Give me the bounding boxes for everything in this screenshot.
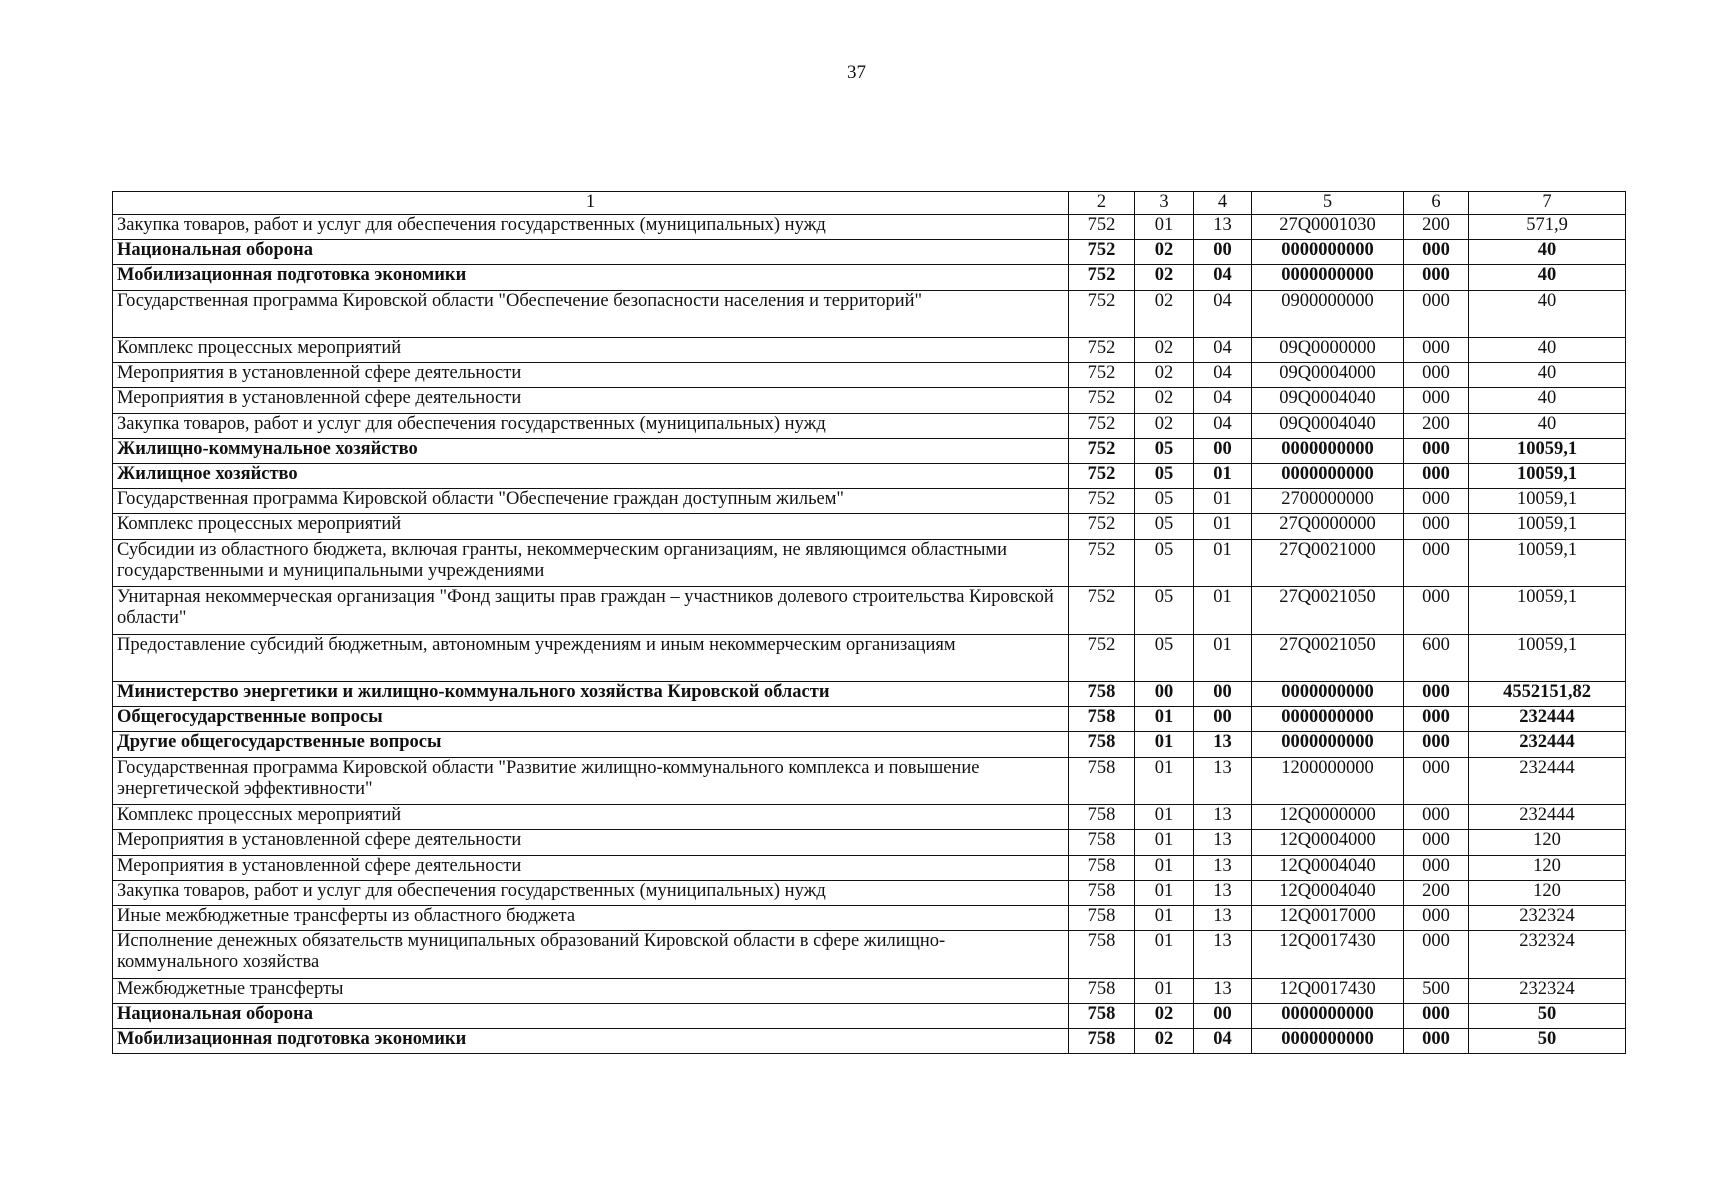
row-section: 01 <box>1135 707 1194 732</box>
header-col-7: 7 <box>1469 192 1626 215</box>
row-expense-type: 000 <box>1404 464 1469 489</box>
row-expense-type: 000 <box>1404 539 1469 587</box>
row-admin-code: 758 <box>1069 880 1135 905</box>
row-admin-code: 758 <box>1069 707 1135 732</box>
row-admin-code: 752 <box>1069 464 1135 489</box>
row-expense-type: 000 <box>1404 905 1469 930</box>
row-amount: 40 <box>1469 338 1626 363</box>
table-body <box>113 215 1626 1054</box>
row-amount: 232324 <box>1469 931 1626 979</box>
row-section: 02 <box>1135 388 1194 413</box>
row-section: 02 <box>1135 290 1194 338</box>
row-subsection: 01 <box>1194 489 1252 514</box>
row-admin-code: 752 <box>1069 240 1135 265</box>
row-amount: 232444 <box>1469 805 1626 830</box>
table-row <box>113 464 1626 489</box>
row-expense-type: 000 <box>1404 338 1469 363</box>
row-expense-type: 200 <box>1404 880 1469 905</box>
row-section: 05 <box>1135 489 1194 514</box>
row-name: Иные межбюджетные трансферты из областного бюджета <box>113 905 1069 930</box>
row-amount: 120 <box>1469 830 1626 855</box>
table-row <box>113 1003 1626 1028</box>
row-subsection: 00 <box>1194 240 1252 265</box>
row-expense-type: 000 <box>1404 363 1469 388</box>
row-expense-type: 000 <box>1404 1003 1469 1028</box>
table-row <box>113 290 1626 338</box>
row-target-code: 12Q0017430 <box>1252 978 1404 1003</box>
page-number: 37 <box>847 62 866 83</box>
row-expense-type: 000 <box>1404 830 1469 855</box>
row-admin-code: 758 <box>1069 931 1135 979</box>
row-name: Национальная оборона <box>113 1003 1069 1028</box>
row-admin-code: 758 <box>1069 905 1135 930</box>
row-admin-code: 752 <box>1069 539 1135 587</box>
row-name: Мероприятия в установленной сфере деятельности <box>113 830 1069 855</box>
row-section: 02 <box>1135 240 1194 265</box>
header-col-1: 1 <box>113 192 1069 215</box>
row-target-code: 0000000000 <box>1252 265 1404 290</box>
row-expense-type: 000 <box>1404 240 1469 265</box>
row-amount: 120 <box>1469 880 1626 905</box>
row-target-code: 0000000000 <box>1252 240 1404 265</box>
row-section: 01 <box>1135 757 1194 805</box>
row-name: Жилищно-коммунальное хозяйство <box>113 438 1069 463</box>
row-target-code: 09Q0004040 <box>1252 413 1404 438</box>
row-amount: 10059,1 <box>1469 514 1626 539</box>
row-admin-code: 752 <box>1069 634 1135 682</box>
table-row <box>113 265 1626 290</box>
row-target-code: 27Q0001030 <box>1252 215 1404 240</box>
row-expense-type: 000 <box>1404 265 1469 290</box>
table-row <box>113 1028 1626 1053</box>
row-target-code: 1200000000 <box>1252 757 1404 805</box>
row-section: 01 <box>1135 905 1194 930</box>
table-row <box>113 805 1626 830</box>
row-name: Комплекс процессных мероприятий <box>113 514 1069 539</box>
table-row <box>113 880 1626 905</box>
row-admin-code: 752 <box>1069 587 1135 635</box>
row-target-code: 0000000000 <box>1252 732 1404 757</box>
row-section: 02 <box>1135 265 1194 290</box>
row-subsection: 04 <box>1194 413 1252 438</box>
row-expense-type: 000 <box>1404 682 1469 707</box>
row-subsection: 00 <box>1194 707 1252 732</box>
row-section: 02 <box>1135 363 1194 388</box>
row-admin-code: 752 <box>1069 265 1135 290</box>
row-subsection: 13 <box>1194 855 1252 880</box>
row-admin-code: 758 <box>1069 732 1135 757</box>
row-name: Комплекс процессных мероприятий <box>113 338 1069 363</box>
row-name: Субсидии из областного бюджета, включая гранты, некоммерческим организациям, не являющимся областными государственными и муниципальными учреждениями <box>113 539 1069 587</box>
row-target-code: 0000000000 <box>1252 707 1404 732</box>
table-row <box>113 830 1626 855</box>
row-subsection: 01 <box>1194 464 1252 489</box>
row-section: 05 <box>1135 438 1194 463</box>
row-expense-type: 000 <box>1404 290 1469 338</box>
row-section: 01 <box>1135 855 1194 880</box>
table-row <box>113 587 1626 635</box>
row-section: 05 <box>1135 634 1194 682</box>
row-amount: 40 <box>1469 265 1626 290</box>
header-row <box>113 192 1626 215</box>
row-subsection: 01 <box>1194 539 1252 587</box>
row-amount: 232444 <box>1469 707 1626 732</box>
row-name: Жилищное хозяйство <box>113 464 1069 489</box>
row-admin-code: 752 <box>1069 338 1135 363</box>
table-row <box>113 855 1626 880</box>
row-target-code: 0000000000 <box>1252 438 1404 463</box>
row-subsection: 13 <box>1194 978 1252 1003</box>
row-subsection: 13 <box>1194 757 1252 805</box>
row-admin-code: 758 <box>1069 1003 1135 1028</box>
row-amount: 40 <box>1469 363 1626 388</box>
row-subsection: 04 <box>1194 265 1252 290</box>
row-expense-type: 000 <box>1404 732 1469 757</box>
row-section: 05 <box>1135 539 1194 587</box>
row-section: 02 <box>1135 338 1194 363</box>
row-amount: 120 <box>1469 855 1626 880</box>
row-section: 05 <box>1135 514 1194 539</box>
table-row <box>113 514 1626 539</box>
row-subsection: 01 <box>1194 587 1252 635</box>
row-expense-type: 000 <box>1404 805 1469 830</box>
table-row <box>113 682 1626 707</box>
row-amount: 10059,1 <box>1469 489 1626 514</box>
row-admin-code: 752 <box>1069 438 1135 463</box>
row-name: Государственная программа Кировской области "Обеспечение безопасности населения и территорий" <box>113 290 1069 338</box>
row-target-code: 27Q0021050 <box>1252 587 1404 635</box>
row-expense-type: 000 <box>1404 489 1469 514</box>
row-admin-code: 758 <box>1069 855 1135 880</box>
row-target-code: 27Q0021050 <box>1252 634 1404 682</box>
row-section: 02 <box>1135 1028 1194 1053</box>
row-amount: 50 <box>1469 1003 1626 1028</box>
table-row <box>113 388 1626 413</box>
row-subsection: 04 <box>1194 338 1252 363</box>
row-section: 01 <box>1135 215 1194 240</box>
table-row <box>113 978 1626 1003</box>
row-amount: 10059,1 <box>1469 634 1626 682</box>
row-admin-code: 752 <box>1069 290 1135 338</box>
row-target-code: 0000000000 <box>1252 682 1404 707</box>
row-admin-code: 752 <box>1069 514 1135 539</box>
row-target-code: 12Q0000000 <box>1252 805 1404 830</box>
row-target-code: 09Q0004040 <box>1252 388 1404 413</box>
row-subsection: 13 <box>1194 880 1252 905</box>
row-expense-type: 500 <box>1404 978 1469 1003</box>
row-name: Государственная программа Кировской области "Обеспечение граждан доступным жильем" <box>113 489 1069 514</box>
row-expense-type: 000 <box>1404 707 1469 732</box>
row-section: 01 <box>1135 805 1194 830</box>
row-subsection: 01 <box>1194 514 1252 539</box>
row-target-code: 12Q0017000 <box>1252 905 1404 930</box>
row-amount: 10059,1 <box>1469 464 1626 489</box>
table-row <box>113 363 1626 388</box>
row-target-code: 09Q0000000 <box>1252 338 1404 363</box>
row-subsection: 13 <box>1194 931 1252 979</box>
row-target-code: 0000000000 <box>1252 1003 1404 1028</box>
row-target-code: 12Q0004040 <box>1252 855 1404 880</box>
row-expense-type: 000 <box>1404 514 1469 539</box>
row-section: 02 <box>1135 1003 1194 1028</box>
row-target-code: 0000000000 <box>1252 464 1404 489</box>
row-amount: 40 <box>1469 388 1626 413</box>
header-col-2: 2 <box>1069 192 1135 215</box>
row-amount: 571,9 <box>1469 215 1626 240</box>
table-row <box>113 338 1626 363</box>
table-row <box>113 539 1626 587</box>
row-expense-type: 000 <box>1404 587 1469 635</box>
row-name: Мероприятия в установленной сфере деятельности <box>113 388 1069 413</box>
row-section: 00 <box>1135 682 1194 707</box>
table-row <box>113 634 1626 682</box>
row-name: Закупка товаров, работ и услуг для обеспечения государственных (муниципальных) нужд <box>113 413 1069 438</box>
row-name: Министерство энергетики и жилищно-коммунального хозяйства Кировской области <box>113 682 1069 707</box>
row-expense-type: 600 <box>1404 634 1469 682</box>
row-section: 01 <box>1135 978 1194 1003</box>
row-subsection: 01 <box>1194 634 1252 682</box>
row-amount: 10059,1 <box>1469 539 1626 587</box>
row-subsection: 13 <box>1194 732 1252 757</box>
row-subsection: 04 <box>1194 388 1252 413</box>
header-col-5: 5 <box>1252 192 1404 215</box>
row-expense-type: 000 <box>1404 1028 1469 1053</box>
row-section: 05 <box>1135 587 1194 635</box>
row-name: Мероприятия в установленной сфере деятельности <box>113 855 1069 880</box>
table-row <box>113 438 1626 463</box>
row-expense-type: 000 <box>1404 855 1469 880</box>
row-expense-type: 000 <box>1404 757 1469 805</box>
row-expense-type: 000 <box>1404 438 1469 463</box>
row-name: Общегосударственные вопросы <box>113 707 1069 732</box>
row-section: 05 <box>1135 464 1194 489</box>
row-admin-code: 752 <box>1069 388 1135 413</box>
row-admin-code: 752 <box>1069 215 1135 240</box>
header-col-6: 6 <box>1404 192 1469 215</box>
row-name: Исполнение денежных обязательств муниципальных образований Кировской области в сфере жилищно-коммунального хозяйства <box>113 931 1069 979</box>
row-expense-type: 000 <box>1404 931 1469 979</box>
row-name: Национальная оборона <box>113 240 1069 265</box>
row-admin-code: 758 <box>1069 830 1135 855</box>
row-target-code: 27Q0000000 <box>1252 514 1404 539</box>
row-admin-code: 758 <box>1069 978 1135 1003</box>
row-expense-type: 000 <box>1404 388 1469 413</box>
row-name: Закупка товаров, работ и услуг для обеспечения государственных (муниципальных) нужд <box>113 215 1069 240</box>
row-target-code: 12Q0004040 <box>1252 880 1404 905</box>
row-amount: 232324 <box>1469 905 1626 930</box>
row-admin-code: 752 <box>1069 413 1135 438</box>
row-target-code: 0900000000 <box>1252 290 1404 338</box>
table-row <box>113 413 1626 438</box>
row-name: Унитарная некоммерческая организация "Фонд защиты прав граждан – участников долевого строительства Кировской области" <box>113 587 1069 635</box>
row-admin-code: 752 <box>1069 363 1135 388</box>
row-subsection: 04 <box>1194 1028 1252 1053</box>
row-amount: 4552151,82 <box>1469 682 1626 707</box>
row-amount: 50 <box>1469 1028 1626 1053</box>
row-target-code: 12Q0004000 <box>1252 830 1404 855</box>
row-name: Комплекс процессных мероприятий <box>113 805 1069 830</box>
row-subsection: 00 <box>1194 438 1252 463</box>
row-target-code: 09Q0004000 <box>1252 363 1404 388</box>
row-name: Государственная программа Кировской области "Развитие жилищно-коммунального комплекса и повышение энергетической эффективности" <box>113 757 1069 805</box>
row-amount: 232324 <box>1469 978 1626 1003</box>
row-target-code: 0000000000 <box>1252 1028 1404 1053</box>
row-amount: 10059,1 <box>1469 587 1626 635</box>
row-amount: 40 <box>1469 413 1626 438</box>
table-row <box>113 489 1626 514</box>
row-expense-type: 200 <box>1404 215 1469 240</box>
table-row <box>113 905 1626 930</box>
row-name: Межбюджетные трансферты <box>113 978 1069 1003</box>
row-section: 01 <box>1135 931 1194 979</box>
table-row <box>113 732 1626 757</box>
row-subsection: 13 <box>1194 215 1252 240</box>
row-admin-code: 752 <box>1069 489 1135 514</box>
row-name: Мероприятия в установленной сфере деятельности <box>113 363 1069 388</box>
row-name: Мобилизационная подготовка экономики <box>113 265 1069 290</box>
row-name: Закупка товаров, работ и услуг для обеспечения государственных (муниципальных) нужд <box>113 880 1069 905</box>
header-col-4: 4 <box>1194 192 1252 215</box>
table-row <box>113 931 1626 979</box>
row-section: 01 <box>1135 880 1194 905</box>
row-subsection: 00 <box>1194 1003 1252 1028</box>
row-section: 02 <box>1135 413 1194 438</box>
row-subsection: 13 <box>1194 830 1252 855</box>
row-admin-code: 758 <box>1069 757 1135 805</box>
row-admin-code: 758 <box>1069 1028 1135 1053</box>
table-header <box>113 192 1626 215</box>
row-amount: 232444 <box>1469 732 1626 757</box>
row-name: Другие общегосударственные вопросы <box>113 732 1069 757</box>
row-name: Мобилизационная подготовка экономики <box>113 1028 1069 1053</box>
row-subsection: 13 <box>1194 905 1252 930</box>
row-subsection: 00 <box>1194 682 1252 707</box>
row-admin-code: 758 <box>1069 682 1135 707</box>
row-amount: 40 <box>1469 290 1626 338</box>
row-subsection: 13 <box>1194 805 1252 830</box>
budget-table <box>112 191 1626 1054</box>
table-row <box>113 707 1626 732</box>
table-row <box>113 240 1626 265</box>
row-amount: 40 <box>1469 240 1626 265</box>
row-expense-type: 200 <box>1404 413 1469 438</box>
table-row <box>113 215 1626 240</box>
row-target-code: 27Q0021000 <box>1252 539 1404 587</box>
row-section: 01 <box>1135 830 1194 855</box>
row-amount: 232444 <box>1469 757 1626 805</box>
row-amount: 10059,1 <box>1469 438 1626 463</box>
row-target-code: 2700000000 <box>1252 489 1404 514</box>
row-admin-code: 758 <box>1069 805 1135 830</box>
row-section: 01 <box>1135 732 1194 757</box>
row-name: Предоставление субсидий бюджетным, автономным учреждениям и иным некоммерческим организациям <box>113 634 1069 682</box>
row-target-code: 12Q0017430 <box>1252 931 1404 979</box>
table-row <box>113 757 1626 805</box>
header-col-3: 3 <box>1135 192 1194 215</box>
row-subsection: 04 <box>1194 363 1252 388</box>
row-subsection: 04 <box>1194 290 1252 338</box>
